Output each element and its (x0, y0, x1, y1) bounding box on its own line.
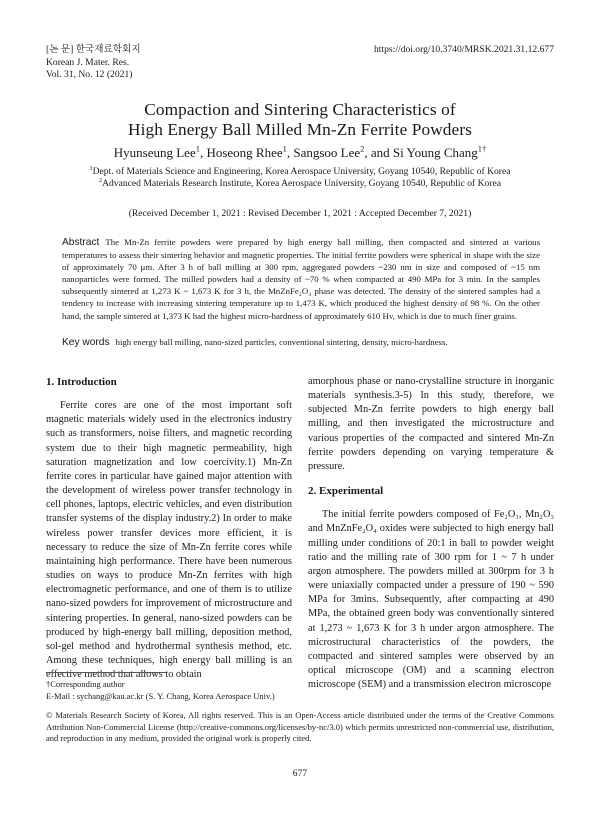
abstract-label: Abstract (62, 237, 100, 248)
affiliations (0, 166, 600, 190)
section-heading-introduction: 1. Introduction (46, 376, 117, 388)
author-affil-mark: 1† (477, 143, 487, 154)
journal-name-english: Korean J. Mater. Res. (46, 56, 130, 68)
right-column (308, 375, 554, 692)
paper-title (0, 100, 600, 140)
license-notice: © Materials Research Society of Korea, All rights reserved. This is an Open-Access article distributed under the terms of the Creative Commons Attribution Non-Commercial License (http://creative-commons.org/licenses/by-nc/3.0) which permits unrestricted non-commercial use, distribution, and reproduction in any medium, provided the original work is properly cited. (46, 710, 554, 744)
author-name: Sangsoo Lee (293, 145, 361, 160)
footnote-divider (46, 672, 166, 673)
keywords (62, 337, 540, 348)
keywords-label: Key words (62, 337, 110, 348)
experimental-paragraph: The initial ferrite powders composed of Fe₂O₃, Mn₂O₃ and MnZnFe₂O₄ oxides were subjected to high energy ball milling under conditions of 20:1 in ball to powder weight ratio and the milling rate of 300 rpm for 1 ~ 7 h under argon atmosphere. The powders milled at 300rpm for 3 h were uniaxially compacted under a pressure of 190 ~ 590 MPa for 3mins. Subsequently, after compacting at 490 MPa, the obtained green body was conventionally sintered at 1,273 ~ 1,673 K for 3 h under argon atmosphere. The microstructural characteristics of the powders, the compacted and sintered samples were observed by an optical microscope (OM) and a scanning electron microscope (SEM) and a transmission electron microscope (308, 509, 554, 691)
left-column (46, 375, 292, 682)
title-line-2: High Energy Ball Milled Mn-Zn Ferrite Powders (128, 120, 472, 139)
author-affil-mark: 1 (282, 143, 287, 154)
author-name: Hoseong Rhee (206, 145, 283, 160)
page-number: 677 (292, 768, 308, 779)
corresponding-email: E-Mail : sychang@kau.ac.kr (S. Y. Chang, Korea Aerospace Univ.) (46, 690, 275, 701)
author-affil-mark: 2 (360, 143, 365, 154)
affiliation-line: $^2$Advanced Materials Research Institute, Korea Aerospace University, Goyang 10540, Republic of Korea (98, 176, 502, 189)
abstract-text: The Mn-Zn ferrite powders were prepared by high energy ball milling, then compacted and sintered at various temperatures to assess their sintering behavior and magnetic properties. The initial ferrite powders were spherical in shape with the size of approximately 70 μm. After 3 h of ball milling at 300 rpm, aggregated powders ~230 nm in size and composed of ~15 nm nanoparticles were formed. The milled powders had a density of ~70 % when compacted at 490 MPa for 3 min. In the samples subsequently sintered at 1,273 K ~ 1,673 K for 3 h, the MnZnFe₂O₄ phase was detected. The density of the sintered samples had a tendency to increase with increasing sintering temperature up to 1,473 K, which produced the highest density of 98 %. On the other hand, the sample sintered at 1,373 K had the highest micro-hardness of approximately 610 Hv, which is due to much finer grains. (62, 237, 540, 321)
author-name: Si Young Chang (392, 145, 478, 160)
affiliation-line: $^1$Dept. of Materials Science and Engineering, Korea Aerospace University, Goyang 10540, Republic of Korea (89, 164, 511, 177)
author-name: Hyunseung Lee (113, 145, 196, 160)
journal-volume: Vol. 31, No. 12 (2021) (46, 69, 133, 80)
doi-link[interactable]: https://doi.org/10.3740/MRSK.2021.31.12.677 (374, 44, 554, 55)
section-heading-experimental: 2. Experimental (308, 485, 384, 498)
received-dates: (Received December 1, 2021 : Revised December 1, 2021 : Accepted December 7, 2021) (128, 208, 472, 219)
footnote (46, 679, 275, 702)
keywords-text: high energy ball milling, nano-sized particles, conventional sintering, density, micro-hardness. (115, 337, 448, 347)
intro-continuation: amorphous phase or nano-crystalline structure in inorganic materials synthesis.3-5) In this study, therefore, we subjected Mn-Zn ferrite powders to high energy ball milling, and then investigated the microstructure and various properties of the compacted and sintered Mn-Zn ferrite powders depending on varying temperature & pressure. (308, 376, 554, 472)
journal-header (46, 44, 141, 82)
corresponding-author-note: †Corresponding author (46, 679, 125, 689)
title-line-1: Compaction and Sintering Characteristics of (144, 100, 456, 119)
author-list: Hyunseung Lee$^1$, Hoseong Rhee$^1$, Sangsoo Lee$^2$, and Si Young Chang$^{1\dagger}$ (113, 143, 487, 160)
intro-paragraph: Ferrite cores are one of the most important soft magnetic materials widely used in the electronics industry such as transformers, noise filters, and magnetic recording system due to their high magnetic permeability, high saturation magnetization and low coercivity.1) Mn-Zn ferrite cores in particular have gained major attention with the development of wireless power transfer technology in cell phones, laptops, electric vehicles, and even distribution transfer systems of the display industry.2) In order to make wireless power transfer devices more efficient, it is necessary to reduce the size of Mn-Zn ferrite cores while maintaining high performance. There have been numerous studies on ways to produce Mn-Zn ferrites with high electromagnetic performance, and one of them is to utilize nano-sized powders for improvement of microstructure and sintering properties. In general, nano-sized powders can be produced by high-energy ball milling, deposition method, sol-gel method and hydrothermal synthesis method, etc. Among these techniques, high energy ball milling is an effective method that allows to obtain (46, 400, 292, 681)
author-affil-mark: 1 (195, 143, 200, 154)
journal-name-korean: [논 문] 한국재료학회지 (46, 44, 141, 55)
abstract (62, 236, 540, 322)
